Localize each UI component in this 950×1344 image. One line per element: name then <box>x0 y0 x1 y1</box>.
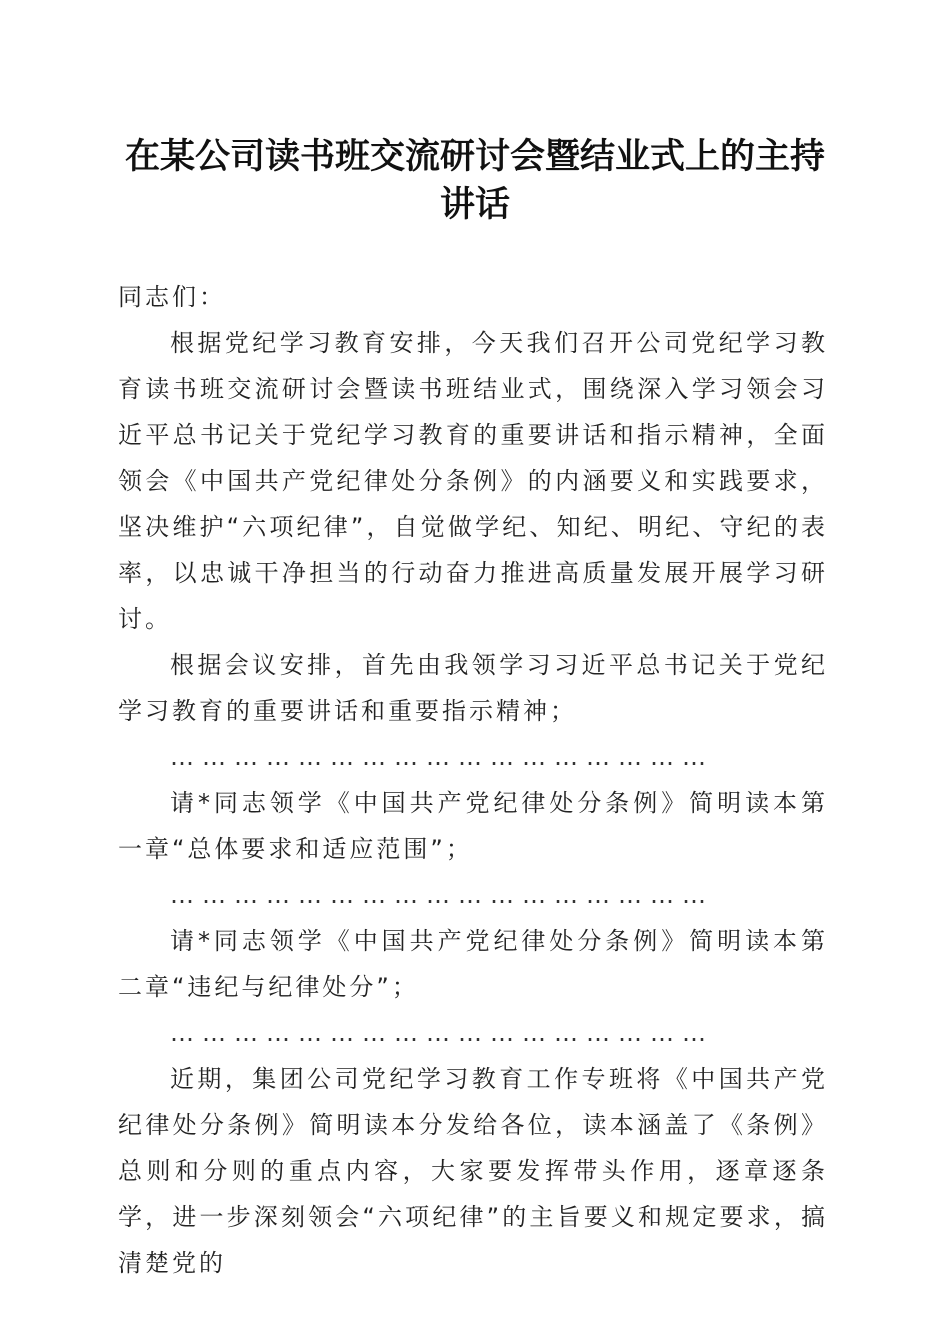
paragraph: 近期，集团公司党纪学习教育工作专班将《中国共产党纪律处分条例》简明读本分发给各位，读本涵盖了《条例》总则和分则的重点内容，大家要发挥带头作用，逐章逐条学，进一步深刻领会“六项纪律”的主旨要义和规定要求，搞清楚党的 <box>118 1065 828 1277</box>
document-title: 在某公司读书班交流研讨会暨结业式上的主持讲话 <box>124 136 825 225</box>
document-body <box>118 274 828 1286</box>
paragraph: 请*同志领学《中国共产党纪律处分条例》简明读本第一章“总体要求和适应范围”； <box>118 789 828 863</box>
paragraph: 根据党纪学习教育安排，今天我们召开公司党纪学习教育读书班交流研讨会暨读书班结业式，围绕深入学习领会习近平总书记关于党纪学习教育的重要讲话和指示精神，全面领会《中国共产党纪律处分条例》的内涵要义和实践要求，坚决维护“六项纪律”，自觉做学纪、知纪、明纪、守纪的表率，以忠诚干净担当的行动奋力推进高质量发展开展学习研讨。 <box>118 329 828 633</box>
ellipsis-line: …………………………………………… <box>170 881 714 909</box>
ellipsis-line: …………………………………………… <box>170 743 714 771</box>
paragraph: 根据会议安排，首先由我领学习习近平总书记关于党纪学习教育的重要讲话和重要指示精神； <box>118 651 828 725</box>
salutation: 同志们： <box>118 283 226 311</box>
ellipsis-line: …………………………………………… <box>170 1019 714 1047</box>
paragraph: 请*同志领学《中国共产党纪律处分条例》简明读本第二章“违纪与纪律处分”； <box>118 927 828 1001</box>
